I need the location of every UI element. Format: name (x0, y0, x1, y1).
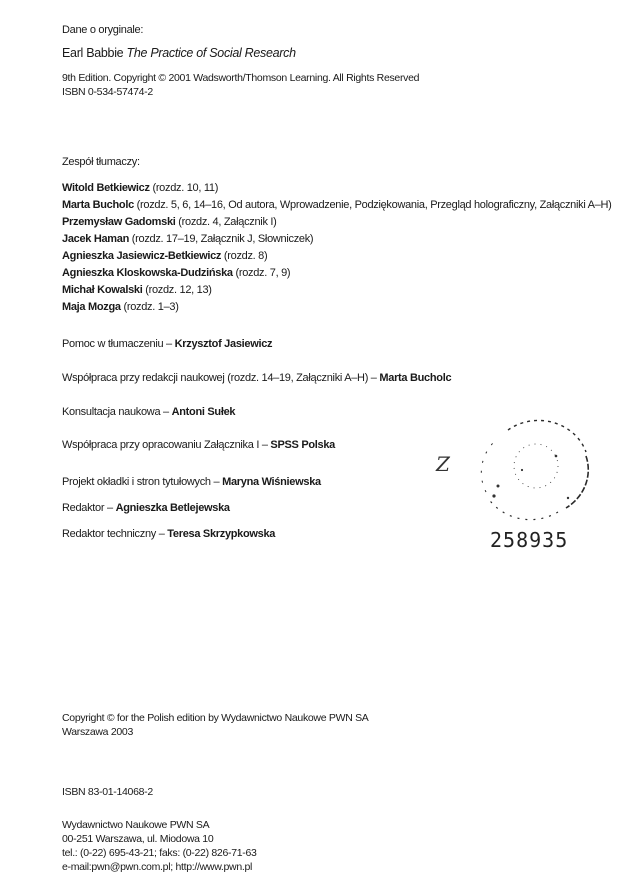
inventory-number: 258935 (490, 528, 569, 552)
translator-row (62, 197, 612, 214)
credit-role: Projekt okładki i stron tytułowych – (62, 476, 223, 488)
credit-role: Redaktor – (62, 502, 116, 514)
translator-row (62, 248, 612, 265)
original-heading: Dane o oryginale: (62, 24, 144, 36)
publisher-phone: tel.: (0-22) 695-43-21; faks: (0-22) 826-71-63 (62, 847, 257, 859)
copyright-line: Copyright © for the Polish edition by Wydawnictwo Naukowe PWN SA (62, 712, 369, 724)
translator-name: Przemysław Gadomski (62, 216, 176, 228)
publisher-block (62, 818, 257, 874)
translator-chapters: (rozdz. 12, 13) (142, 284, 212, 296)
original-isbn: ISBN 0-534-57474-2 (62, 86, 153, 98)
translator-row (62, 231, 612, 248)
translator-name: Marta Bucholc (62, 199, 134, 211)
credit-line (62, 336, 272, 353)
original-book-title: The Practice of Social Research (126, 46, 296, 60)
credit-person: Teresa Skrzypkowska (167, 528, 276, 540)
translators-section (62, 154, 612, 316)
publisher-name: Wydawnictwo Naukowe PWN SA (62, 819, 210, 831)
translator-chapters: (rozdz. 1–3) (120, 301, 179, 313)
handwritten-mark: Z (436, 452, 450, 476)
credit-person: Antoni Sułek (171, 406, 236, 418)
credit-role: Konsultacja naukowa – (62, 406, 172, 418)
original-title-line (62, 45, 419, 62)
credit-line (62, 526, 275, 543)
credit-role: Redaktor techniczny – (62, 528, 168, 540)
translator-name: Jacek Haman (62, 233, 130, 245)
translator-name: Agnieszka Jasiewicz-Betkiewicz (62, 250, 222, 262)
credit-person: Marta Bucholc (379, 372, 452, 384)
translator-row (62, 180, 612, 197)
credit-line (62, 370, 451, 387)
credit-person: Maryna Wiśniewska (222, 476, 321, 488)
copyright-block (62, 711, 369, 739)
translator-chapters: (rozdz. 4, Załącznik I) (175, 216, 277, 228)
translator-chapters: (rozdz. 10, 11) (149, 182, 219, 194)
credit-person: Agnieszka Betlejewska (115, 502, 230, 514)
original-edition: 9th Edition. Copyright © 2001 Wadsworth/Thomson Learning. All Rights Reserved (62, 72, 420, 84)
translator-row (62, 299, 612, 316)
translator-name: Maja Mozga (62, 301, 121, 313)
translator-row (62, 214, 612, 231)
translator-list (62, 180, 612, 316)
translator-chapters: (rozdz. 5, 6, 14–16, Od autora, Wprowadzenie, Podziękowania, Przegląd holograficzny, Załączniki A–H) (133, 199, 612, 211)
translator-row (62, 265, 612, 282)
translator-row (62, 282, 612, 299)
credit-line (62, 500, 230, 517)
credit-line (62, 474, 321, 491)
credit-person: SPSS Polska (270, 439, 335, 451)
translator-name: Agnieszka Kloskowska-Dudzińska (62, 267, 233, 279)
credit-role: Współpraca przy opracowaniu Załącznika I – (62, 439, 271, 451)
credit-role: Pomoc w tłumaczeniu – (62, 338, 175, 350)
credit-role: Współpraca przy redakcji naukowej (rozdz. 14–19, Załączniki A–H) – (62, 372, 380, 384)
translator-chapters: (rozdz. 7, 9) (232, 267, 291, 279)
copyright-year: Warszawa 2003 (62, 726, 133, 738)
translators-heading: Zespół tłumaczy: (62, 156, 140, 168)
translator-chapters: (rozdz. 8) (221, 250, 268, 262)
original-info (62, 22, 419, 99)
publisher-address: 00-251 Warszawa, ul. Miodowa 10 (62, 833, 214, 845)
publisher-web: e-mail:pwn@pwn.com.pl; http://www.pwn.pl (62, 861, 253, 873)
credit-person: Krzysztof Jasiewicz (174, 338, 273, 350)
translator-chapters: (rozdz. 17–19, Załącznik J, Słowniczek) (129, 233, 314, 245)
original-author: Earl Babbie (62, 46, 124, 60)
library-stamp (468, 412, 593, 524)
translator-name: Michał Kowalski (62, 284, 143, 296)
translator-name: Witold Betkiewicz (62, 182, 150, 194)
credit-line (62, 437, 335, 454)
isbn-polish: ISBN 83-01-14068-2 (62, 786, 153, 798)
credit-line (62, 404, 235, 421)
